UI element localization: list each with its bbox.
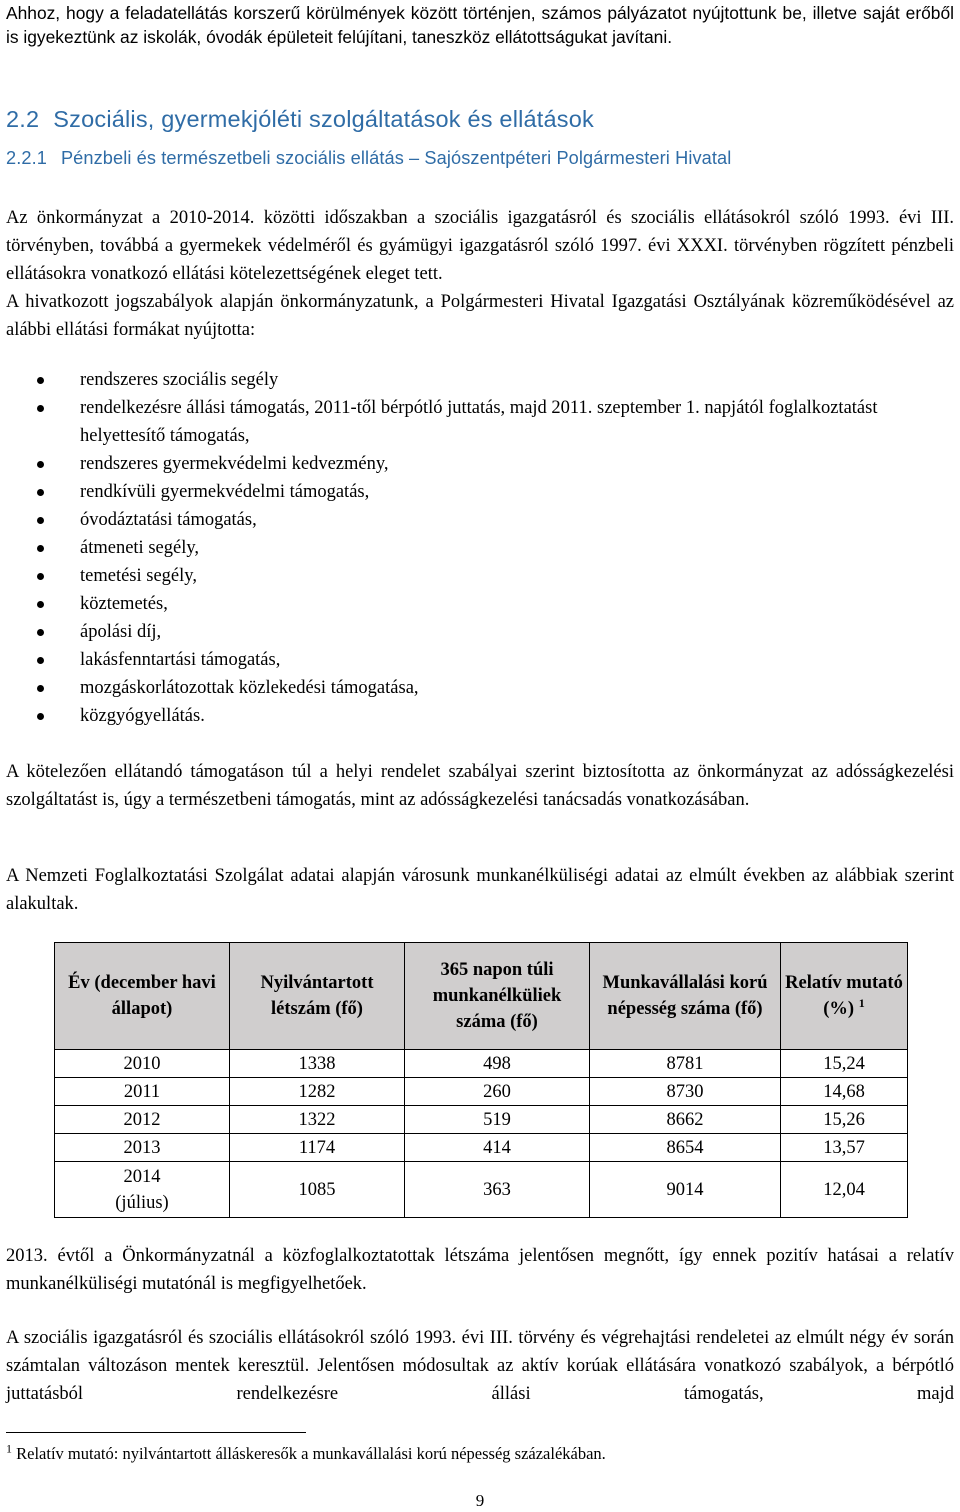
paragraph-public-work: 2013. évtől a Önkormányzatnál a közfoglalkoztatottak létszáma jelentősen megnőtt, így ennek pozitív hatásai a relatív munkanélküliségi mutatónál is megfigyelhetőek. [6, 1246, 954, 1294]
table-row: 2014 (július) 1085 363 9014 12,04 [55, 1162, 908, 1218]
bullet-icon [37, 573, 44, 580]
subsection-number: 2.2.1 [6, 148, 47, 168]
footnote-reference: 1 [858, 995, 865, 1010]
bullet-icon [37, 377, 44, 384]
paragraph-legal-basis: Az önkormányzat a 2010-2014. közötti időszakban a szociális igazgatásról és szociális ellátásokról szóló 1993. évi III. törvényben, továbbá a gyermekek védelméről és gyámügyi igazgatásról szóló 1997. évi XXXI. törvényben rögzített pénzbeli ellátásokra vonatkozó ellátási kötelezettségének eleget tett. [6, 208, 954, 284]
bullet-icon [37, 405, 44, 412]
list-item: rendszeres gyermekvédelmi kedvezmény, [0, 450, 954, 478]
list-item: temetési segély, [0, 562, 954, 590]
bullet-icon [37, 657, 44, 664]
bullet-icon [37, 685, 44, 692]
bullet-icon [37, 713, 44, 720]
paragraph-benefit-forms: A hivatkozott jogszabályok alapján önkormányzatunk, a Polgármesteri Hivatal Igazgatási Osztályának közreműködésével az alábbi ellátási formákat nyújtotta: [6, 292, 954, 340]
paragraph-law-changes: A szociális igazgatásról és szociális ellátásokról szóló 1993. évi III. törvény és végrehajtási rendeletei az elmúlt négy év során számtalan változáson mentek keresztül. Jelentősen módosultak az aktív korúak ellátására vonatkozó szabályok, a bérpótló juttatásból rendelkezésre állási támogatás, majd [6, 1328, 954, 1404]
footnote-text: Relatív mutató: nyilvántartott álláskeresők a munkavállalási korú népesség százalékában. [16, 1444, 606, 1463]
table-header-working-age: Munkavállalási korú népesség száma (fő) [590, 943, 781, 1050]
table-header-year: Év (december havi állapot) [55, 943, 230, 1050]
list-item: lakásfenntartási támogatás, [0, 646, 954, 674]
footnote [6, 1443, 606, 1465]
list-item: rendszeres szociális segély [0, 366, 954, 394]
footnote-separator [6, 1432, 306, 1433]
unemployment-table [54, 942, 908, 1218]
list-item: rendelkezésre állási támogatás, 2011-től bérpótló juttatás, majd 2011. szeptember 1. napjától foglalkoztatást helyettesítő támogatás, [0, 394, 954, 450]
bullet-icon [37, 517, 44, 524]
table-row: 2010 1338 498 8781 15,24 [55, 1050, 908, 1078]
footnote-mark: 1 [6, 1441, 12, 1456]
paragraph-debt-management: A kötelezően ellátandó támogatáson túl a helyi rendelet szabályai szerint biztosította az önkormányzat az adósságkezelési szolgáltatást is, úgy a természetbeni támogatás, mint az adósságkezelési tanácsadás vonatkozásában. [6, 762, 954, 810]
benefit-list [0, 366, 954, 730]
paragraph-unemployment-intro: A Nemzeti Foglalkoztatási Szolgálat adatai alapján városunk munkanélküliségi adatai az elmúlt években az alábbiak szerint alakultak. [6, 866, 954, 914]
bullet-icon [37, 629, 44, 636]
list-item: óvodáztatási támogatás, [0, 506, 954, 534]
list-item: rendkívüli gyermekvédelmi támogatás, [0, 478, 954, 506]
page-number: 9 [475, 1491, 485, 1510]
bullet-icon [37, 601, 44, 608]
subsection-heading [6, 148, 731, 169]
list-item: mozgáskorlátozottak közlekedési támogatása, [0, 674, 954, 702]
table-header-longterm: 365 napon túli munkanélküliek száma (fő) [405, 943, 590, 1050]
list-item: ápolási díj, [0, 618, 954, 646]
list-item: közgyógyellátás. [0, 702, 954, 730]
table-header-row [55, 943, 908, 1050]
bullet-icon [37, 461, 44, 468]
subsection-title: Pénzbeli és természetbeli szociális ellátás – Sajószentpéteri Polgármesteri Hivatal [60, 148, 732, 168]
intro-paragraph: Ahhoz, hogy a feladatellátás korszerű körülmények között történjen, számos pályázatot nyújtottunk be, illetve saját erőből is igyekeztünk az iskolák, óvodák épületeit felújítani, taneszköz ellátottságukat javítani. [6, 3, 954, 47]
section-heading [6, 106, 594, 133]
list-item: köztemetés, [0, 590, 954, 618]
bullet-icon [37, 545, 44, 552]
table-header-registered: Nyilvántartott létszám (fő) [230, 943, 405, 1050]
section-title: Szociális, gyermekjóléti szolgáltatások és ellátások [53, 106, 594, 132]
table-row: 2013 1174 414 8654 13,57 [55, 1134, 908, 1162]
list-item: átmeneti segély, [0, 534, 954, 562]
table-row: 2012 1322 519 8662 15,26 [55, 1106, 908, 1134]
table-header-relative: Relatív mutató (%) $^1$ [781, 943, 908, 1050]
section-number: 2.2 [6, 106, 40, 132]
bullet-icon [37, 489, 44, 496]
table-row: 2011 1282 260 8730 14,68 [55, 1078, 908, 1106]
